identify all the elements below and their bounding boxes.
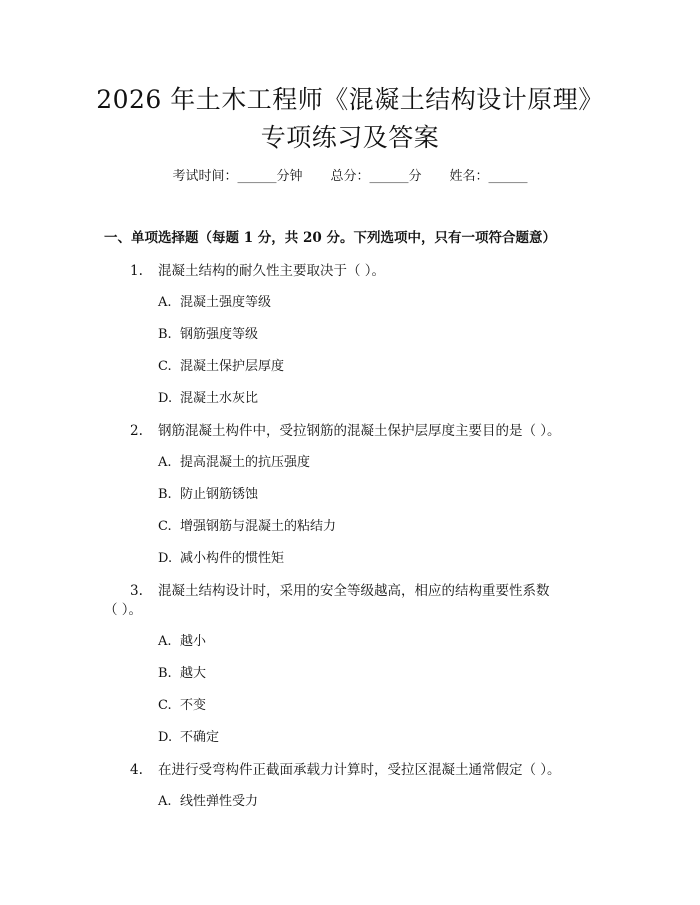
name-field: 姓名：______ — [449, 169, 528, 184]
question-number: 4. — [130, 762, 143, 778]
option-letter: C. — [158, 359, 172, 374]
option-1d — [158, 390, 258, 408]
question-number: 1. — [130, 263, 143, 279]
question-text: 钢筋混凝土构件中，受拉钢筋的混凝土保护层厚度主要目的是（ ）。 — [158, 423, 561, 439]
question-4 — [130, 761, 561, 779]
question-text: 混凝土结构设计时，采用的安全等级越高，相应的结构重要性系数 — [158, 583, 550, 599]
option-3d — [158, 729, 219, 747]
question-3 — [130, 582, 550, 600]
option-letter: A. — [158, 295, 172, 310]
exam-meta — [0, 168, 700, 186]
option-2c — [158, 518, 336, 536]
option-letter: D. — [158, 391, 173, 406]
option-text: 不变 — [180, 698, 207, 713]
option-text: 提高混凝土的抗压强度 — [180, 455, 311, 470]
option-2a — [158, 454, 310, 472]
option-3b — [158, 665, 206, 683]
option-letter: B. — [158, 487, 172, 502]
option-text: 钢筋强度等级 — [180, 327, 259, 342]
option-text: 防止钢筋锈蚀 — [180, 487, 259, 502]
option-1a — [158, 294, 271, 312]
option-letter: C. — [158, 519, 172, 534]
option-3c — [158, 697, 206, 715]
option-letter: A. — [158, 634, 172, 649]
option-letter: B. — [158, 666, 172, 681]
option-text: 混凝土强度等级 — [180, 295, 272, 310]
option-1c — [158, 358, 284, 376]
question-1 — [130, 262, 385, 280]
option-3a — [158, 633, 206, 651]
option-letter: D. — [158, 551, 173, 566]
option-letter: C. — [158, 698, 172, 713]
document-title-line1: 2026 年土木工程师《混凝土结构设计原理》 — [96, 85, 604, 114]
option-2d — [158, 550, 284, 568]
option-text: 不确定 — [180, 730, 220, 745]
option-text: 线性弹性受力 — [180, 794, 259, 809]
option-2b — [158, 486, 258, 504]
option-letter: A. — [158, 455, 172, 470]
option-text: 混凝土保护层厚度 — [180, 359, 285, 374]
question-number: 2. — [130, 423, 143, 439]
option-text: 越大 — [180, 666, 207, 681]
option-text: 越小 — [180, 634, 207, 649]
option-letter: A. — [158, 794, 172, 809]
question-3-continuation: （ ）。 — [104, 602, 143, 618]
option-text: 减小构件的惯性矩 — [180, 551, 285, 566]
option-1b — [158, 326, 258, 344]
document-title-line2: 专项练习及答案 — [260, 123, 440, 152]
question-2 — [130, 422, 561, 440]
exam-time-field: 考试时间：______分钟 — [172, 169, 303, 184]
total-score-field: 总分：______分 — [330, 169, 422, 184]
option-letter: D. — [158, 730, 173, 745]
option-4a — [158, 793, 258, 811]
question-number: 3. — [130, 583, 143, 599]
option-text: 混凝土水灰比 — [180, 391, 259, 406]
section-heading: 一、单项选择题（每题 1 分，共 20 分。下列选项中，只有一项符合题意） — [104, 230, 556, 246]
option-text: 增强钢筋与混凝土的粘结力 — [180, 519, 337, 534]
option-letter: B. — [158, 327, 172, 342]
question-text: 混凝土结构的耐久性主要取决于（ ）。 — [158, 263, 386, 279]
question-text: 在进行受弯构件正截面承载力计算时，受拉区混凝土通常假定（ ）。 — [158, 762, 561, 778]
